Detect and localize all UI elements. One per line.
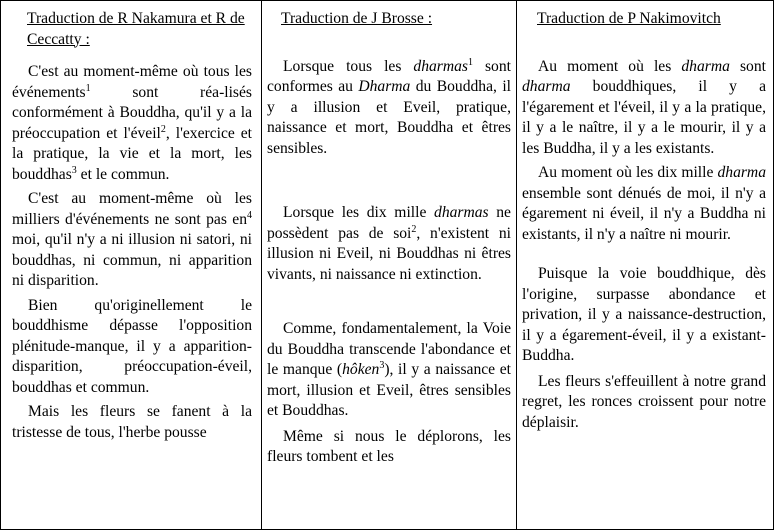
- column-nakimovitch: [516, 0, 774, 530]
- paragraph: Bien qu'originellement le bouddhisme dépasse l'opposition plénitude-manque, il y a apparition-disparition, préoccupation-éveil, bouddhas et commun.: [12, 296, 252, 396]
- column-heading: Traduction de R Nakamura et R de Ceccatty :: [27, 10, 245, 48]
- paragraph: Comme, fondamentalement, la Voie du Bouddha transcende l'abondance et le manque (hôken$^3$), il y a naissance et mort, illusion et Eveil, êtres sensibles et Bouddhas.: [267, 320, 512, 419]
- paragraph: Mais les fleurs se fanent à la tristesse de tous, l'herbe pousse: [12, 403, 252, 441]
- paragraph: C'est au moment-même où les milliers d'événements ne sont pas $en^4$ moi, qu'il n'y a ni illusion ni satori, ni bouddhas, ni commun, ni apparition ni disparition.: [12, 190, 252, 289]
- paragraph: Même si nous le déplorons, les fleurs tombent et les: [267, 427, 511, 465]
- column-heading: Traduction de P Nakimovitch: [537, 10, 721, 27]
- paragraph: Lorsque les dix mille dharmas ne possèdent pas de soi$^2$, n'existent ni illusion ni Eveil, ni Bouddhas ni êtres vivants, ni naissance ni extinction.: [267, 204, 512, 283]
- column-heading: Traduction de J Brosse :: [281, 10, 433, 27]
- paragraph: Puisque la voie bouddhique, dès l'origine, surpasse abondance et privation, il y a naissance-destruction, il y a égarement-éveil, il y a existant-Buddha.: [522, 265, 766, 364]
- paragraph: Au moment où les dharma sont dharma bouddhiques, il y a l'égarement et l'éveil, il y a la pratique, il y a le naître, il y a le mourir, il y a les Buddha, il y a les existants.: [522, 57, 766, 157]
- column-nakamura-ceccatty: [0, 0, 261, 530]
- paragraph: Lorsque tous les dharmas$^1$ sont conformes au Dharma du Bouddha, il y a illusion et Eveil, pratique, naissance et mort, Bouddha et êtres sensibles.: [267, 56, 511, 157]
- paragraph: Les fleurs s'effeuillent à notre grand regret, les ronces croissent pour notre déplaisir.: [522, 372, 766, 431]
- column-brosse: [261, 0, 516, 530]
- paragraph: Au moment où les dix mille dharma ensemble sont dénués de moi, il n'y a égarement ni éveil, il n'y a Buddha ni existants, il n'y a naître ni mourir.: [522, 164, 766, 243]
- paragraph: C'est au moment-même où tous les événements$^1$ sont réa-lisés conformément à Bouddha, qu'il y a la préoccupation et l'éveil$^2$, l'exercice et la pratique, la vie et la mort, les bouddhas$^3$ et le commun.: [12, 63, 252, 183]
